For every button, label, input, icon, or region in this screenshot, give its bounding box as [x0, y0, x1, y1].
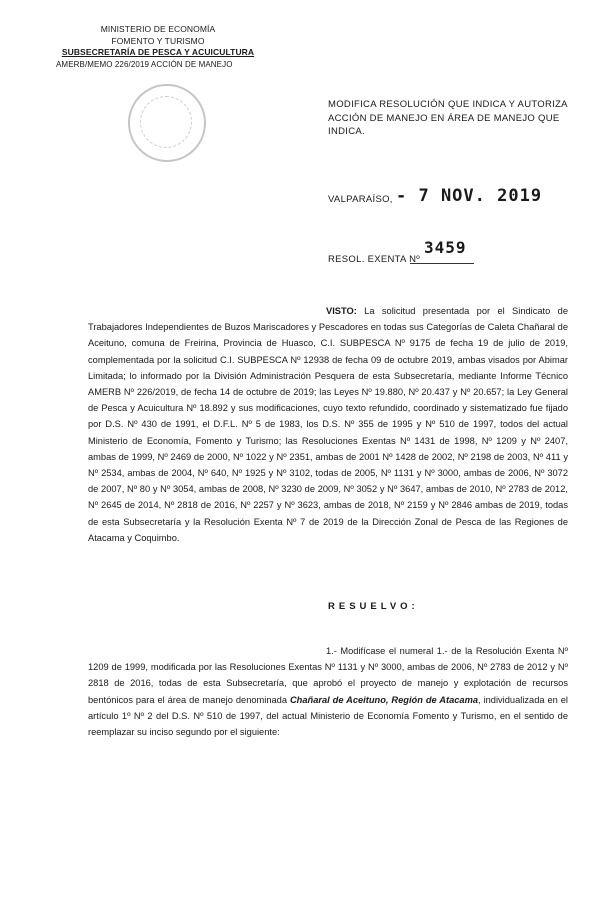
place-label: VALPARAÍSO, [328, 194, 393, 205]
memo-reference: AMERB/MEMO 226/2019 ACCIÓN DE MANEJO [56, 59, 233, 69]
subsecretariat-name: SUBSECRETARÍA DE PESCA Y ACUICULTURA [61, 47, 255, 57]
resuelvo-heading: RESUELVO: [328, 601, 419, 612]
resolution-number: 3459 [424, 238, 467, 257]
visto-text: La solicitud presentada por el Sindicato de Trabajadores Independientes de Buzos Mariscadores y Pescadores en todas sus Categorías de Caleta Chañaral de Aceituno, comuna de Freirina, Provincia de Huasco, C.I. SUBPESCA Nº 9175 de fecha 19 de julio de 2019, complementada por la solicitud C.I. SUBPESCA Nº 12938 de fecha 09 de octubre 2019, ambas visados por Abimar Limitada; lo informado por la División Administración Pesquera de esta Subsecretaría, mediante Informe Técnico AMERB Nº 226/2019, de fecha 14 de octubre de 2019; las Leyes Nº 19.880, Nº 20.437 y Nº 20.657; la Ley General de Pesca y Acuicultura Nº 18.892 y sus modificaciones, cuyo texto refundido, coordinado y sistematizado fue fijado por D.S. Nº 430 de 1991, el D.F.L. Nº 5 de 1983, los D.S. Nº 355 de 1995 y Nº 510 de 1997, todos del actual Ministerio de Economía, Fomento y Turismo; las Resoluciones Exentas Nº 1431 de 1998, Nº 1209 y Nº 2407, ambas de 1999, Nº 2469 de 2000, Nº 1022 y Nº 2351, ambas de 2001 Nº 1428 de 2002, Nº 2198 de 2003, Nº 411 y Nº 2534, ambas de 2004, Nº 640, Nº 1925 y Nº 3102, todas de 2005, Nº 1131 y Nº 3000, ambas de 2006, Nº 3072 de 2007, Nº 80 y Nº 3054, ambas de 2008, Nº 3230 de 2009, Nº 3052 y Nº 3647, ambas de 2010, Nº 2783 de 2012, Nº 2645 de 2014, Nº 2818 de 2016, Nº 2257 y Nº 3623, ambas de 2018, Nº 2159 y Nº 2846 ambas de 2019, todas de esta Subsecretaría y la Resolución Exenta Nº 7 de 2019 de la Dirección Zonal de Pesca de las Regiones de Atacama y Coquimbo. [88, 306, 568, 543]
document-title: MODIFICA RESOLUCIÓN QUE INDICA Y AUTORIZA ACCIÓN DE MANEJO EN ÁREA DE MANEJO QUE INDICA. [328, 99, 568, 137]
visto-paragraph [88, 303, 568, 546]
resolution-label: RESOL. EXENTA Nº [328, 254, 421, 265]
article-1-text-b: , individualizada en el artículo 1º Nº 2 del D.S. Nº 510 de 1997, del actual Ministerio de Economía Fomento y Turismo, en el sentido de reemplazar su inciso segundo por el siguiente: [88, 694, 568, 738]
article-1-paragraph [88, 643, 568, 740]
article-1-area-name: Chañaral de Aceituno, Región de Atacama [289, 694, 479, 705]
ministry-subtitle: FOMENTO Y TURISMO [111, 35, 205, 46]
visto-label: VISTO: [326, 306, 357, 316]
resolution-number-line [410, 263, 474, 264]
ministry-header [48, 24, 268, 70]
date-stamp: - 7 NOV. 2019 [396, 186, 543, 206]
official-seal-inner [140, 96, 192, 148]
article-1-text-a: 1.- Modifícase el numeral 1.- de la Resolución Exenta Nº 1209 de 1999, modificada por las Resoluciones Exentas Nº 1131 y Nº 3000, ambas de 2006, Nº 2783 de 2012 y Nº 2818 de 2016, todas de esta Subsecretaría, que aprobó el proyecto de manejo y explotación de recursos bentónicos para el área de manejo denominada [88, 646, 568, 705]
ministry-name: MINISTERIO DE ECONOMÍA [100, 24, 216, 34]
